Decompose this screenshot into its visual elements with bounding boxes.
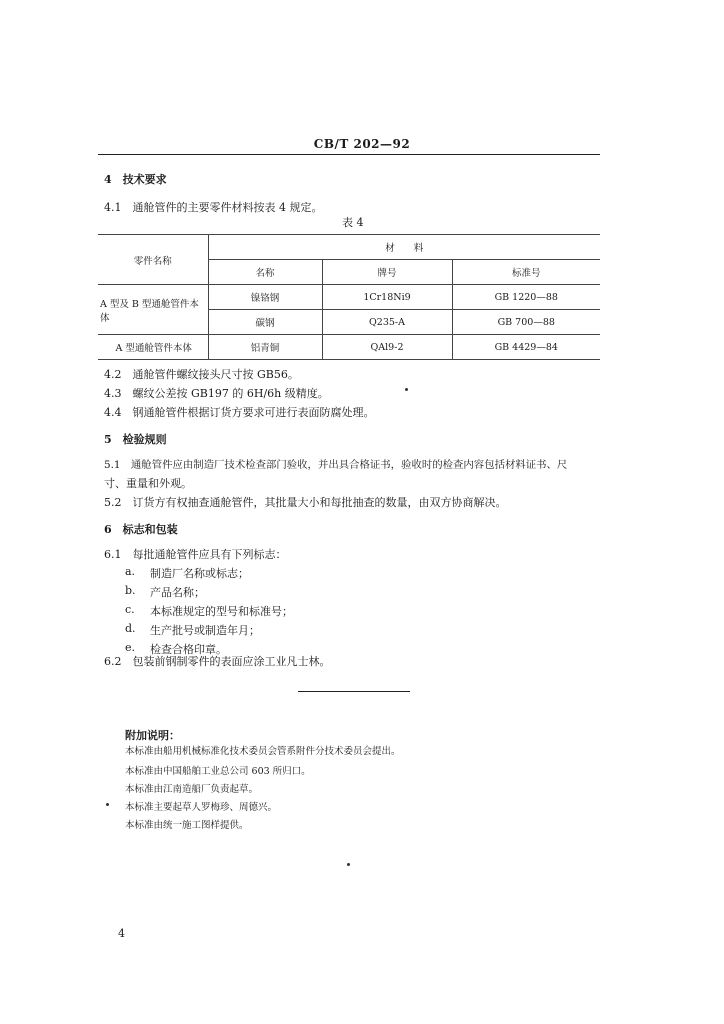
col-header-grade: 牌号 [322, 260, 452, 285]
col-header-material: 材 料 [208, 235, 600, 260]
col-header-standard: 标准号 [452, 260, 600, 285]
list-item: 检查合格印章。 [150, 643, 227, 656]
appendix-line: 本标准由中国船舶工业总公司 603 所归口。 [125, 766, 311, 777]
cell-name: 碳钢 [208, 310, 322, 335]
scan-speck [405, 388, 408, 391]
list-item-label: e. [125, 641, 136, 654]
clause-4-2: 4.2 通舱管件螺纹接头尺寸按 GB56。 [104, 368, 299, 381]
cell-part: A 型通舱管件本体 [98, 335, 208, 360]
end-rule [298, 691, 410, 692]
list-item: 本标准规定的型号和标准号； [150, 605, 293, 618]
clause-4-1: 4.1 通舱管件的主要零件材料按表 4 规定。 [104, 201, 323, 214]
cell-name: 铝青铜 [208, 335, 322, 360]
section-5-heading: 5 检验规则 [104, 433, 167, 446]
cell-standard: GB 1220—88 [452, 285, 600, 310]
table-header-row [98, 235, 600, 260]
materials-table [98, 234, 600, 360]
clause-6-2: 6.2 包装前钢制零件的表面应涂工业凡士林。 [104, 655, 331, 668]
list-item: 制造厂名称或标志； [150, 567, 249, 580]
appendix-line: 本标准由统一施工图样提供。 [125, 820, 249, 831]
clause-4-4: 4.4 钢通舱管件根据订货方要求可进行表面防腐处理。 [104, 406, 375, 419]
header-rule [98, 154, 600, 155]
table-row [98, 285, 600, 310]
cell-grade: Q235-A [322, 310, 452, 335]
table-caption: 表 4 [342, 216, 364, 229]
cell-grade: 1Cr18Ni9 [322, 285, 452, 310]
appendix-line: 本标准由江南造船厂负责起草。 [125, 784, 259, 795]
cell-part: A 型及 B 型通舱管件本体 [98, 285, 208, 335]
table-row [98, 335, 600, 360]
section-4-heading: 4 技术要求 [104, 173, 167, 186]
section-6-heading: 6 标志和包装 [104, 523, 178, 536]
list-item-label: b. [125, 584, 136, 597]
clause-4-3: 4.3 螺纹公差按 GB197 的 6H/6h 级精度。 [104, 387, 329, 400]
cell-standard: GB 4429—84 [452, 335, 600, 360]
clause-5-1-line-1: 5.1 通舱管件应由制造厂技术检查部门验收，并出具合格证书，验收时的检查内容包括材料证书、尺 [104, 459, 568, 471]
scan-speck [106, 803, 109, 806]
appendix-line: 本标准主要起草人罗梅珍、周德兴。 [125, 802, 278, 813]
cell-grade: QAl9-2 [322, 335, 452, 360]
scan-speck [347, 863, 350, 866]
appendix-heading: 附加说明： [125, 729, 180, 742]
cell-name: 镍铬钢 [208, 285, 322, 310]
appendix-line: 本标准由船用机械标准化技术委员会管系附件分技术委员会提出。 [125, 746, 401, 757]
col-header-part: 零件名称 [98, 235, 208, 285]
clause-6-1: 6.1 每批通舱管件应具有下列标志： [104, 548, 287, 561]
clause-5-2: 5.2 订货方有权抽查通舱管件，其批量大小和每批抽查的数量，由双方协商解决。 [104, 496, 507, 509]
cell-standard: GB 700—88 [452, 310, 600, 335]
header-standard-number: CB/T 202—92 [313, 137, 411, 151]
list-item: 生产批号或制造年月； [150, 624, 260, 637]
clause-5-1-line-2: 寸、重量和外观。 [104, 477, 192, 490]
col-header-name: 名称 [208, 260, 322, 285]
list-item-label: c. [125, 603, 135, 616]
page-number: 4 [118, 927, 125, 940]
list-item-label: a. [125, 565, 136, 578]
list-item: 产品名称； [150, 586, 205, 599]
list-item-label: d. [125, 622, 136, 635]
